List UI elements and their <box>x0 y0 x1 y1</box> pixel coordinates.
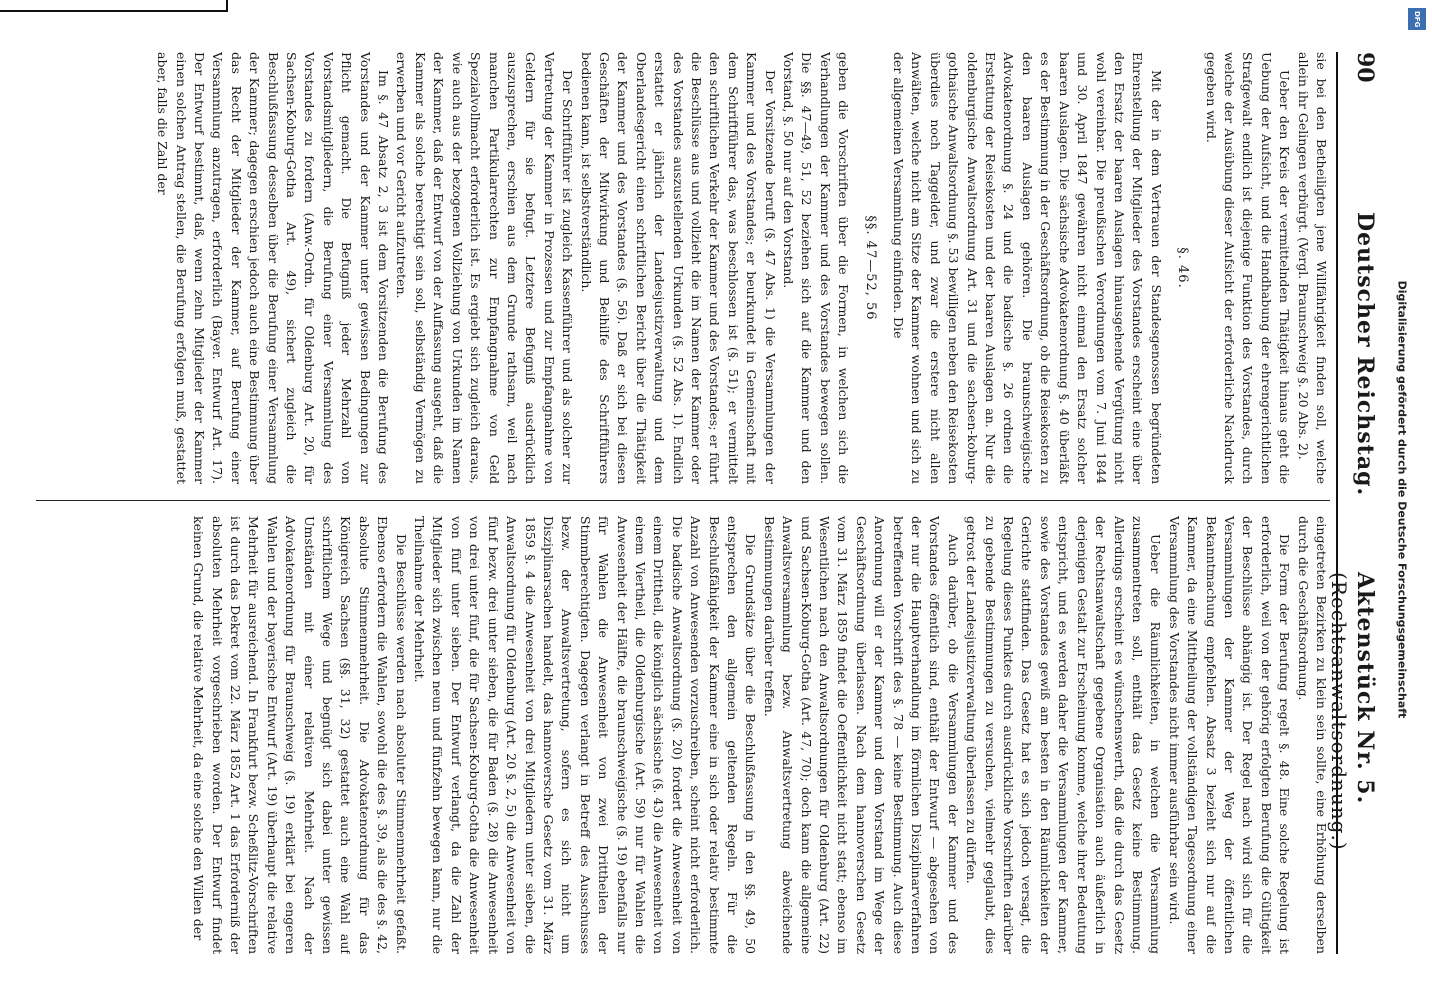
page-header <box>1327 52 1384 954</box>
paragraph: geben die Vorschriften über die Formen, in welchen sich die Verhandlungen der Kammer und des Vorstandes bewegen sollen. Die §§. 47—49, 51, 52 beziehen sich auf die Kammer und den Vorstand, §. 50 nur auf den Vorstand. <box>781 52 852 484</box>
digitization-caption <box>1382 10 1422 990</box>
paragraph: eingetreten Bezirken zu klein sein sollte, eine Erhöhung derselben durch die Geschäftsordnung. <box>1295 516 1329 954</box>
paragraph: Die Grundsätze über die Beschlußfassung in den §§. 49, 50 entsprechen den allgemein geltenden Regeln. Für die Beschlußfähigkeit der Kammer eine in sich oder relativ bestimmte Anzahl von Anwesenden vorzuschreiben, scheint nicht erforderlich. Die badische Anwaltsordnung (§. 20) fordert die Anwesenheit von einem Drittheil, die königlich sächsische (§. 43) die Anwesenheit von einem Viertheil, die Oldenburgische (Art. 59) nur für Wahlen die Anwesenheit der Hälfte, die braunschweigische (§. 19) ebenfalls nur für Wahlen die Anwesenheit von zwei Drittheilen der Stimmberechtigten. Dagegen verlangt in Betreff des Ausschusses bezw. der Anwaltsvertretung, sofern es sich nicht um Disziplinarsachen handelt, das hannoversche Gesetz vom 31. März 1859 §. 4 die Anwesenheit von drei Mitgliedern unter sieben, die Anwaltsordnung für Oldenburg (Art. 20 §. 2, 5) die Anwesenheit von fünf bezw. drei unter sieben, die für Baden (§. 28) die Anwesenheit von drei unter fünf, die für Sachsen-Koburg-Gotha die Anwesenheit von fünf unter sieben. Der Entwurf verlangt, da die Zahl der Mitglieder sich zwischen neun und fünfzehn bewegen kann, nur die Theilnahme der Mehrheit. <box>412 516 759 954</box>
paragraph: Auch darüber, ob die Versammlungen der Kammer und des Vorstandes öffentlich sind, enthält der Entwurf — abgesehen von der nur die Hauptverhandlung im förmlichen Disziplinarverfahren betreffenden Vorschrift des §. 78 — keine Bestimmung. Auch diese Anordnung will er der Kammer und dem Vorstand im Wege der Geschäftsordnung überlassen. Nach dem hannoverschen Gesetz vom 31. März 1859 findet die Oeffentlichkeit nicht statt; ebenso im Wesentlichen nach den Anwaltsordnungen für Oldenburg (Art. 22) und Sachsen-Koburg-Gotha (Art. 47, 70); doch kann die allgemeine Anwaltsversammlung bezw. Anwaltsvertretung abweichende Bestimmungen darüber treffen. <box>761 516 961 954</box>
dfg-logo: DFG <box>1408 8 1426 30</box>
running-subtitle <box>1326 572 1378 954</box>
running-title: Deutscher Reichstag. <box>1352 212 1378 497</box>
document-subject: (Rechtsanwaltsordnung.) <box>1327 572 1351 851</box>
scan-corner-mark <box>0 0 228 12</box>
paragraph: Die Beschlüsse werden nach absoluter Stimmenmehrheit gefaßt. Ebenso erfordern die Wahlen, sowohl die des §. 39, als die des §. 42, absolute Stimmenmehrheit. Die Advokatenordnung für das Königreich Sachsen (§§. 31, 32) gestattet auch eine Wahl auf schriftlichem Wege und begnügt sich dabei unter gewissen Umständen mit einer relativen Mehrheit. Nach der Advokatenordnung für Braunschweig (§. 19) erklärt bei engeren Wahlen und der bayerische Entwurf (Art. 19) überhaupt die relative Mehrheit für ausreichend. In Frankfurt bezw. Scheßlitz-Vorschriften ist durch das Dekret vom 22. März 1852 Art. 1 das Erforderniß der absoluten Mehrheit vorgeschrieben worden. Der Entwurf findet keinen Grund, die relative Mehrheit, da eine solche den Willen der <box>191 516 409 954</box>
paragraph: Die Form der Berufung regelt §. 48. Eine solche Regelung ist erforderlich, weil von der gehörig erfolgten Berufung die Gültigkeit der Beschlüsse abhängig ist. Der Regel nach wird sich für die Versammlungen der Kammer der Weg der öffentlichen Bekanntmachung empfehlen. Absatz 3 bezieht sich nur auf die Kammer, da eine Mittheilung der vollständigen Tagesordnung einer Versammlung des Vorstandes nicht immer ausführbar sein wird. <box>1166 516 1293 954</box>
paragraph: Der Vorsitzende beruft (§. 47 Abs. 1) die Versammlungen der Kammer und des Vorstandes; er beurkundet in Gemeinschaft mit dem Schriftführer das, was beschlossen ist (§. 51); er vermittelt den schriftlichen Verkehr der Kammer und des Vorstandes; er führt die Beschlüsse aus und vollzieht die im Namen der Kammer oder des Vorstandes auszustellenden Urkunden (§. 52 Abs. 1). Endlich erstattet er jährlich der Landesjustizverwaltung und dem Oberlandesgericht einen schriftlichen Bericht über die Thätigkeit der Kammer und des Vorstandes (§. 56). Daß er sich bei diesen Geschäften der Mitwirkung und Beihilfe des Schriftführers bedienen kann, ist selbstverständlich. <box>578 52 778 484</box>
document-number: Aktenstück Nr. 5. <box>1352 572 1378 805</box>
paragraph: Ueber die Räumlichkeiten, in welchen die Versammlung zusammentreten soll, enthält das Gesetz keine Bestimmung. Allerdings erscheint es wünschenswerth, daß die durch das Gesetz der Rechtsanwaltschaft gegebene Organisation auch äußerlich in derjenigen Gestalt zur Erscheinung komme, welche ihrer Bedeutung entspricht, und es werden daher die Versammlungen der Kammer, sowie des Vorstandes gewiß am besten in den Räumlichkeiten der Gerichte stattfinden. Das Gesetz hat es sich jedoch versagt, die Regelung dieses Punktes durch ausdrückliche Vorschriften darüber zu gebende Bestimmungen zu versuchen, vielmehr geglaubt, dies getrost der Landesjustizverwaltung überlassen zu dürfen. <box>964 516 1164 954</box>
funding-notice: Digitalisierung gefördert durch die Deutsche Forschungsgemeinschaft <box>1395 280 1409 719</box>
paragraph: Der Schriftführer ist zugleich Kassenführer und als solcher zur Vertretung der Kammer in Prozessen und zur Empfangnahme von Geldern für sie befugt. Letztere Befugniß ausdrücklich auszusprechen, erschien aus dem Grunde rathsam, weil nach manchen Partikularrechten zur Empfangnahme von Geld Spezialvollmacht erforderlich ist. Es ergiebt sich zugleich daraus, wie auch aus der bezogenen Vollziehung von Urkunden im Namen der Kammer, daß der Entwurf von der Auffassung ausgeht, daß die Kammer als solche berechtigt sein soll, selbständig Vermögen zu erwerben und vor Gericht aufzutreten. <box>394 52 576 484</box>
column-divider <box>36 500 1330 501</box>
section-heading: §. 46. <box>1175 247 1191 289</box>
page-number: 90 <box>1352 52 1378 83</box>
section-heading: §§. 47—52, 56 <box>862 215 878 321</box>
paragraph: Im §. 47 Absatz 2, 3 ist dem Vorsitzenden die Berufung des Vorstandes und der Kammer unter gewissen Bedingungen zur Pflicht gemacht. Die Befugniß jeder Mehrzahl von Vorstandsmitgliedern, die Berufung einer Versammlung des Vorstandes zu fordern (Anw.-Ordn. für Oldenburg Art. 20, für Sachsen-Koburg-Gotha Art. 49), sichert zugleich die Beschlußfassung desselben über die Berufung einer Versammlung der Kammer; dagegen erschien jedoch auch eine Bestimmung über das Recht der Mitglieder der Kammer, auf Berufung einer Versammlung anzutragen, erforderlich (Bayer. Entwurf Art. 17). Der Entwurf bestimmt, daß, wenn zehn Mitglieder der Kammer einen solchen Antrag stellen, die Berufung erfolgen muß, gestattet aber, falls die Zahl der <box>155 52 392 484</box>
document-page <box>24 24 1396 976</box>
left-text-column <box>34 52 1330 490</box>
paragraph: Ueber den Kreis der vermittelnden Thätigkeit hinaus geht die Uebung der Aufsicht, und die Handhabung der ehrengerichtlichen Strafgewalt endlich ist diejenige Funktion des Vorstandes, durch welche der Ausübung dieser Aufsicht der erforderliche Nachdruck gegeben wird. <box>1203 52 1293 484</box>
paragraph: Mit der in dem Vertrauen der Standesgenossen begründeten Ehrenstellung der Mitglieder des Vorstandes erscheint eine über den Ersatz der baaren Auslagen hinausgehende Vergütung nicht wohl vereinbar. Die preußischen Verordnungen vom 7. Juni 1844 und 30. April 1847 gewähren nicht einmal den Ersatz solcher baaren Auslagen. Die sächsische Advokatenordnung §. 40 überläßt es der Bestimmung in der Geschäftsordnung, ob die Reisekosten zu den baaren Auslagen gehören. Die braunschweigische Advokatenordnung §. 24 und die badische §. 26 ordnen die Erstattung der Reisekosten und der baaren Auslagen an. Nur die oldenburgische Anwaltsordnung Art. 31 und die sachsen-koburg-gothaische Anwaltsordnung §. 53 bewilligen neben den Reisekosten überdies noch Taggelder, und zwar die erstere nicht allen Anwälten, welche nicht am Sitze der Kammer wohnen und sich zu der allgemeinen Versammlung einfinden. Die <box>891 52 1164 484</box>
right-text-column <box>34 510 1330 954</box>
paragraph: sie bei den Betheiligten jene Willfährigkeit finden soll, welche allein ihr Gelingen verbürgt. (Vergl. Braunschweig §. 20 Abs. 2). <box>1295 52 1329 484</box>
